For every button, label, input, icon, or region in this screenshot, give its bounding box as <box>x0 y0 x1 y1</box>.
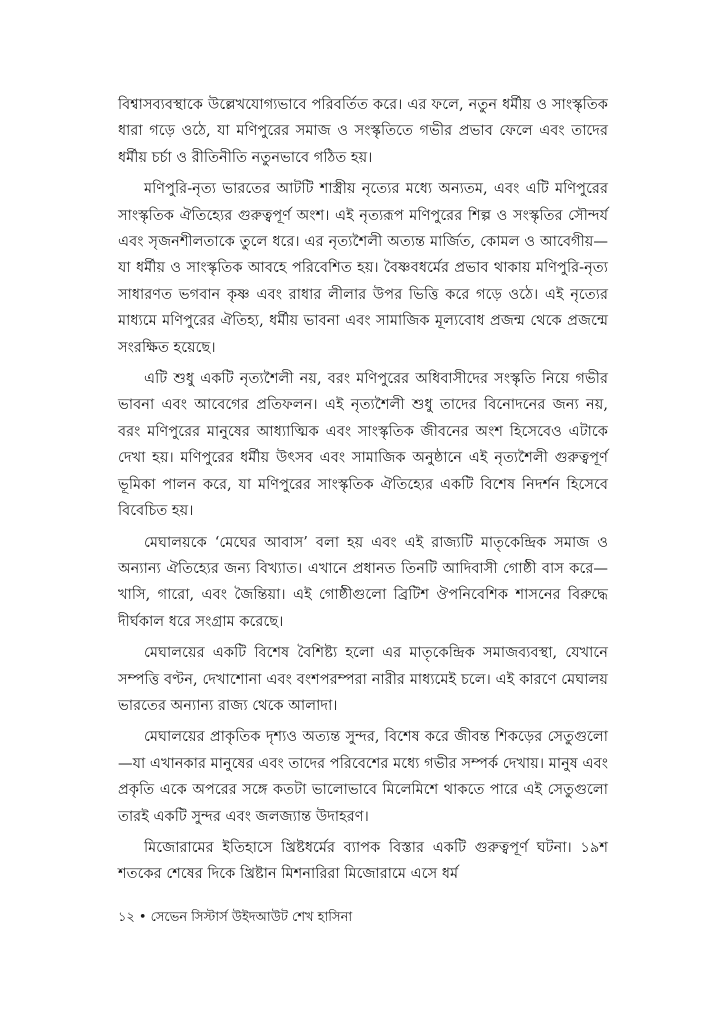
paragraph-continuation: বিশ্বাসব্যবস্থাকে উল্লেখযোগ্যভাবে পরিবর্তিত করে। এর ফলে, নতুন ধর্মীয় ও সাংস্কৃতিক ধারা গড়ে ওঠে, যা মণিপুরের সমাজ ও সংস্কৃতিতে গভীর প্রভাব ফেলে এবং তাদের ধর্মীয় চর্চা ও রীতিনীতি নতুনভাবে গঠিত হয়। <box>118 96 608 166</box>
page-footer <box>118 908 608 928</box>
page-number: ১২ <box>118 910 135 925</box>
paragraph-meghalaya-matrilineal: মেঘালয়ের একটি বিশেষ বৈশিষ্ট্য হলো এর মাতৃকেন্দ্রিক সমাজব্যবস্থা, যেখানে সম্পত্তি বণ্টন, দেখাশোনা এবং বংশপরম্পরা নারীর মাধ্যমেই চলে। এই কারণে মেঘালয় ভারতের অন্যান্য রাজ্য থেকে আলাদা। <box>118 644 608 714</box>
paragraph-meghalaya-intro: মেঘালয়কে ‘মেঘের আবাস’ বলা হয় এবং এই রাজ্যটি মাতৃকেন্দ্রিক সমাজ ও অন্যান্য ঐতিহ্যের জন্য বিখ্যাত। এখানে প্রধানত তিনটি আদিবাসী গোষ্ঠী বাস করে—খাসি, গারো, এবং জৈন্তিয়া। এই গোষ্ঠীগুলো ব্রিটিশ ঔপনিবেশিক শাসনের বিরুদ্ধে দীর্ঘকাল ধরে সংগ্রাম করেছে। <box>118 533 608 630</box>
paragraph-dance-culture: এটি শুধু একটি নৃত্যশৈলী নয়, বরং মণিপুরের অধিবাসীদের সংস্কৃতি নিয়ে গভীর ভাবনা এবং আবেগের প্রতিফলন। এই নৃত্যশৈলী শুধু তাদের বিনোদনের জন্য নয়, বরং মণিপুরের মানুষের আধ্যাত্মিক এবং সাংস্কৃতিক জীবনের অংশ হিসেবেও এটাকে দেখা হয়। মণিপুরের ধর্মীয় উৎসব এবং সামাজিক অনুষ্ঠানে এই নৃত্যশৈলী গুরুত্বপূর্ণ ভূমিকা পালন করে, যা মণিপুরের সাংস্কৃতিক ঐতিহ্যের একটি বিশেষ নিদর্শন হিসেবে বিবেচিত হয়। <box>118 370 608 520</box>
book-title: সেভেন সিস্টার্স উইদআউট শেখ হাসিনা <box>150 910 353 925</box>
footer-bullet: • <box>138 910 147 925</box>
paragraph-meghalaya-nature: মেঘালয়ের প্রাকৃতিক দৃশ্যও অত্যন্ত সুন্দর, বিশেষ করে জীবন্ত শিকড়ের সেতুগুলো—যা এখানকার মানুষের এবং তাদের পরিবেশের মধ্যে গভীর সম্পর্ক দেখায়। মানুষ এবং প্রকৃতি একে অপরের সঙ্গে কতটা ভালোভাবে মিলেমিশে থাকতে পারে এই সেতুগুলো তারই একটি সুন্দর এবং জলজ্যান্ত উদাহরণ। <box>118 728 608 825</box>
page-body <box>118 92 608 893</box>
paragraph-mizoram: মিজোরামের ইতিহাসে খ্রিষ্টধর্মের ব্যাপক বিস্তার একটি গুরুত্বপূর্ণ ঘটনা। ১৯শ শতকের শেষের দিকে খ্রিষ্টান মিশনারিরা মিজোরামে এসে ধর্ম <box>118 838 608 883</box>
paragraph-manipuri-dance: মণিপুরি-নৃত্য ভারতের আটটি শাস্ত্রীয় নৃত্যের মধ্যে অন্যতম, এবং এটি মণিপুরের সাংস্কৃতিক ঐতিহ্যের গুরুত্বপূর্ণ অংশ। এই নৃত্যরূপ মণিপুরের শিল্প ও সংস্কৃতির সৌন্দর্য এবং সৃজনশীলতাকে তুলে ধরে। এর নৃত্যশৈলী অত্যন্ত মার্জিত, কোমল ও আবেগীয়—যা ধর্মীয় ও সাংস্কৃতিক আবহে পরিবেশিত হয়। বৈষ্ণবধর্মের প্রভাব থাকায় মণিপুরি-নৃত্য সাধারণত ভগবান কৃষ্ণ এবং রাধার লীলার উপর ভিত্তি করে গড়ে ওঠে। এই নৃত্যের মাধ্যমে মণিপুরের ঐতিহ্য, ধর্মীয় ভাবনা এবং সামাজিক মূল্যবোধ প্রজন্ম থেকে প্রজন্মে সংরক্ষিত হয়েছে। <box>118 180 608 356</box>
